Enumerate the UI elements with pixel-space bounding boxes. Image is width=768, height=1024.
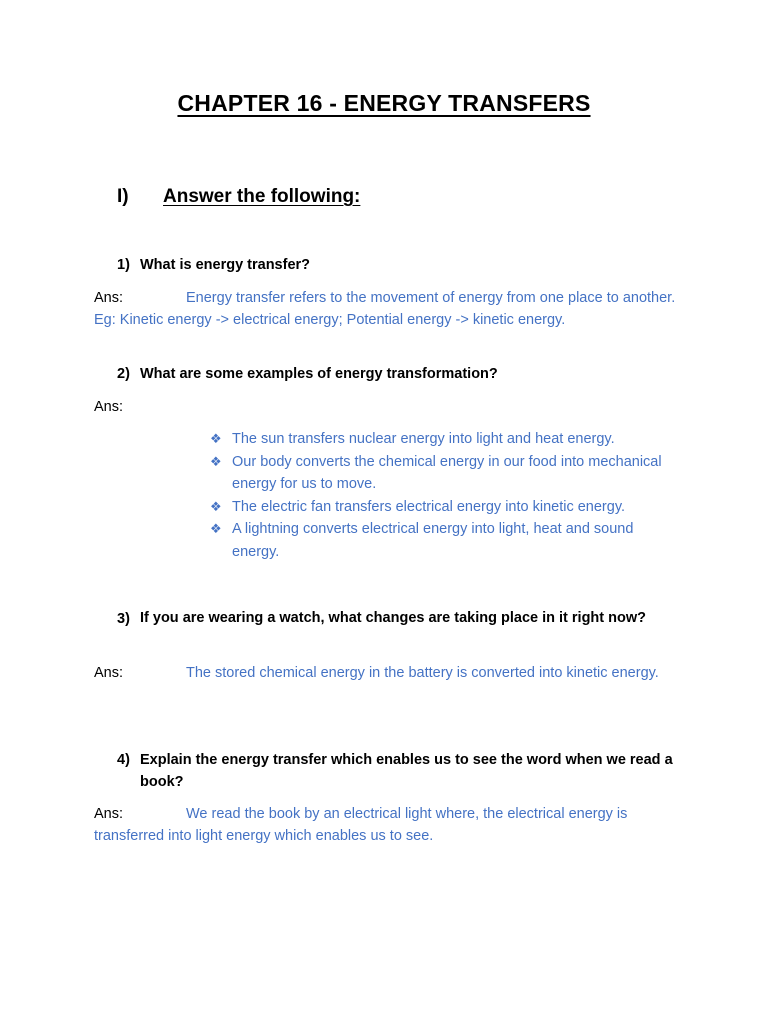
bullet-text: Our body converts the chemical energy in our food into mechanical energy for us to move. xyxy=(232,453,662,492)
question-3-text: If you are wearing a watch, what changes are taking place in it right now? xyxy=(140,610,646,626)
answer-3-label: Ans: xyxy=(94,665,124,681)
question-1-text: What is energy transfer? xyxy=(140,257,311,273)
bullet-text: The electric fan transfers electrical energy into kinetic energy. xyxy=(232,498,626,515)
question-4-number: 4) xyxy=(117,752,130,768)
question-1-number: 1) xyxy=(117,257,130,273)
list-item xyxy=(210,451,680,496)
bullet-text: A lightning converts electrical energy into light, heat and sound energy. xyxy=(232,521,634,560)
answer-4-label: Ans: xyxy=(94,806,124,822)
answer-1-label: Ans: xyxy=(94,290,124,306)
diamond-bullet-icon: ❖ xyxy=(210,453,222,469)
list-item xyxy=(210,518,680,563)
diamond-bullet-icon: ❖ xyxy=(210,431,222,446)
section-title: Answer the following: xyxy=(163,186,361,207)
answer-1-text: Energy transfer refers to the movement of energy from one place to another. Eg: Kinetic energy -> electrical energy; Potential energy -> kinetic energy. xyxy=(94,290,676,328)
question-4-text: Explain the energy transfer which enables us to see the word when we read a book? xyxy=(140,752,673,790)
section-numeral: I) xyxy=(117,186,129,207)
chapter-title: CHAPTER 16 - ENERGY TRANSFERS xyxy=(177,90,591,116)
answer-2-label: Ans: xyxy=(94,399,124,415)
answer-3-text: The stored chemical energy in the battery is converted into kinetic energy. xyxy=(186,665,659,681)
bullet-text: The sun transfers nuclear energy into light and heat energy. xyxy=(232,431,615,447)
question-3-number: 3) xyxy=(117,611,130,627)
diamond-bullet-icon: ❖ xyxy=(210,498,222,514)
diamond-bullet-icon: ❖ xyxy=(210,521,222,536)
list-item xyxy=(210,428,680,451)
question-2-number: 2) xyxy=(117,366,130,382)
question-2-text: What are some examples of energy transformation? xyxy=(140,366,498,382)
list-item xyxy=(210,496,680,519)
answer-2-bullet-list xyxy=(210,428,680,563)
answer-4-text: We read the book by an electrical light where, the electrical energy is transferred into light energy which enables us to see. xyxy=(94,806,628,844)
